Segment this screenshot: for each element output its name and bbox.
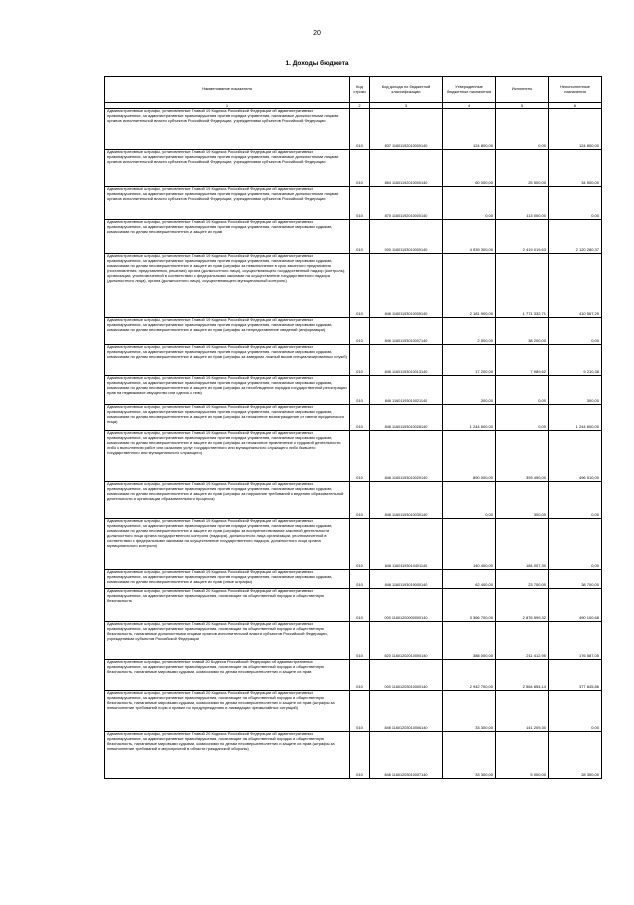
table-body <box>105 109 602 779</box>
header-line-code: Код строки <box>350 77 370 103</box>
table-row <box>105 732 602 779</box>
row-approved: 4 539 300,00 <box>443 220 496 254</box>
header-executed: Исполнено <box>496 77 549 103</box>
table-row <box>105 220 602 254</box>
row-income-code: 846 11601193010005140 <box>370 254 443 318</box>
row-income-code: 846 11601193010021140 <box>370 376 443 405</box>
row-unexecuted: 2 120 280,37 <box>549 220 602 254</box>
row-income-code: 000 11601193010000140 <box>370 220 443 254</box>
row-unexecuted: 490 100,68 <box>549 589 602 622</box>
row-unexecuted: 0,00 <box>549 691 602 732</box>
row-income-code: 837 11601192010000140 <box>370 109 443 150</box>
row-income-code: 846 11601193010030140 <box>370 482 443 519</box>
table-row <box>105 519 602 570</box>
row-approved: 140 400,00 <box>443 519 496 570</box>
row-executed: 184 007,30 <box>496 519 549 570</box>
row-name: Административные штрафы, установленные Главой 19 Кодекса Российской Федерации об административных правонарушениях, за административные правонарушения против порядка управления, налагаемые мировыми судьями, комиссиями по делам несовершеннолетних и защите их прав (штрафы за непредставление сведений (информации) <box>105 318 350 345</box>
row-unexecuted: 34 500,00 <box>549 150 602 187</box>
table-row <box>105 109 602 150</box>
row-executed: 25 500,00 <box>496 150 549 187</box>
column-number: 1 <box>105 103 350 109</box>
row-approved: 17 200,00 <box>443 345 496 376</box>
row-executed: 38 200,00 <box>496 318 549 345</box>
table-row <box>105 150 602 187</box>
row-approved: 2 942 700,00 <box>443 660 496 691</box>
row-name: Административные штрафы, установленные Главой 20 Кодекса Российской Федерации об административных правонарушениях, за административные правонарушения, посягающие на общественный порядок и общественную безопасность <box>105 589 350 622</box>
row-unexecuted: 0,00 <box>549 482 602 519</box>
row-name: Административные штрафы, установленные Главой 19 Кодекса Российской Федерации об административных правонарушениях, за административные правонарушения против порядка управления, налагаемые должностными лицами органов исполнительной власти субъектов Российской Федерации, учреждениями субъектов Российской Федерации <box>105 150 350 187</box>
row-name: Административные штрафы, установленные Главой 19 Кодекса Российской Федерации об административных правонарушениях, за административные правонарушения против порядка управления, налагаемые мировыми судьями, комиссиями по делам несовершеннолетних и защите их прав (штрафы за незаконное привлечение к трудовой деятельности либо к выполнению работ или оказанию услуг государственного или муниципального служащего либо бывшего государственного или муниципального служащего) <box>105 431 350 482</box>
row-income-code: 000 11601203010000140 <box>370 660 443 691</box>
row-approved: 300,00 <box>443 376 496 405</box>
row-line-code: 010 <box>350 622 370 660</box>
row-approved: 62 400,00 <box>443 570 496 589</box>
row-line-code: 010 <box>350 732 370 779</box>
header-approved: Утвержденные бюджетные назначения <box>443 77 496 103</box>
row-unexecuted: 496 510,00 <box>549 431 602 482</box>
column-number: 6 <box>549 103 602 109</box>
row-executed: 0,00 <box>496 376 549 405</box>
row-executed: 0,00 <box>496 405 549 431</box>
table-row <box>105 622 602 660</box>
row-approved: 33 300,00 <box>443 732 496 779</box>
row-unexecuted: 9 210,38 <box>549 345 602 376</box>
row-name: Административные штрафы, установленные Главой 19 Кодекса Российской Федерации об административных правонарушениях, за административные правонарушения против порядка управления, налагаемые мировыми судьями, комиссиями по делам несовершеннолетних и защите их прав (штрафы за воспрепятствование законной деятельности должностного лица органа государственного контроля (надзора), должностного лица организации, уполномоченной в соответствии с федеральными законами на осуществление государственного надзора, должностного лица органа муниципального контроля) <box>105 519 350 570</box>
row-executed: 300,00 <box>496 482 549 519</box>
row-executed: 7 989,62 <box>496 345 549 376</box>
row-line-code: 010 <box>350 589 370 622</box>
row-executed: 393 490,00 <box>496 431 549 482</box>
header-unexecuted: Неисполненные назначения <box>549 77 602 103</box>
row-unexecuted: 0,00 <box>549 187 602 220</box>
table-row <box>105 589 602 622</box>
row-line-code: 010 <box>350 187 370 220</box>
row-line-code: 010 <box>350 109 370 150</box>
row-income-code: 846 11601193010028140 <box>370 405 443 431</box>
income-table <box>104 76 602 779</box>
table-row <box>105 660 602 691</box>
row-unexecuted: 300,00 <box>549 376 602 405</box>
row-line-code: 010 <box>350 254 370 318</box>
row-unexecuted: 176 587,05 <box>549 622 602 660</box>
row-approved: 2 181 900,00 <box>443 254 496 318</box>
table-row <box>105 254 602 318</box>
row-name: Административные штрафы, установленные Главой 20 Кодекса Российской Федерации об административных правонарушениях, за административные правонарушения, посягающие на общественный порядок и общественную безопасность, налагаемые мировыми судьями, комиссиями по делам несовершеннолетних и защите их прав (штрафы за невыполнение требований норм и правил по предупреждению и ликвидации чрезвычайных ситуаций) <box>105 691 350 732</box>
row-name: Административные штрафы, установленные Главой 19 Кодекса Российской Федерации об административных правонарушениях, за административные правонарушения против порядка управления, налагаемые мировыми судьями, комиссиями по делам несовершеннолетних и защите их прав (штрафы за незаконное вознаграждение от имени юридического лица) <box>105 405 350 431</box>
row-executed: 2 419 019,63 <box>496 220 549 254</box>
row-unexecuted: 0,00 <box>549 318 602 345</box>
page-number: 20 <box>313 30 321 37</box>
row-name: Административные штрафы, установленные Главой 19 Кодекса Российской Федерации об административных правонарушениях, за административные правонарушения против порядка управления, налагаемые мировыми судьями, комиссиями по делам несовершеннолетних и защите их прав (иные штрафы) <box>105 570 350 589</box>
row-executed: 23 700,00 <box>496 570 549 589</box>
row-name: Административные штрафы, установленные Главой 19 Кодекса Российской Федерации об административных правонарушениях, за административные правонарушения против порядка управления, налагаемые мировыми судьями, комиссиями по делам несовершеннолетних и защите их прав (штрафы за несоблюдение порядка государственной регистрации прав на недвижимое имущество или сделок с ним) <box>105 376 350 405</box>
row-approved: 124 800,00 <box>443 109 496 150</box>
header-name: Наименование показателя <box>105 77 350 103</box>
row-approved: 388 000,00 <box>443 622 496 660</box>
row-executed: 141 209,30 <box>496 691 549 732</box>
row-unexecuted: 377 845,86 <box>549 660 602 691</box>
table-row <box>105 318 602 345</box>
row-line-code: 010 <box>350 150 370 187</box>
row-income-code: 846 11601193019000140 <box>370 570 443 589</box>
row-name: Административные штрафы, установленные Главой 19 Кодекса Российской Федерации об административных правонарушениях, за административные правонарушения против порядка управления, налагаемые должностными лицами органов исполнительной власти субъектов Российской Федерации, учреждениями субъектов Российской Федерации <box>105 187 350 220</box>
row-approved: 3 366 700,00 <box>443 589 496 622</box>
row-income-code: 846 11601193010029140 <box>370 431 443 482</box>
row-unexecuted: 124 800,00 <box>549 109 602 150</box>
table-row <box>105 570 602 589</box>
row-name: Административные штрафы, установленные главой 20 Кодекса Российской Федерации об административных правонарушениях, за административные правонарушения, посягающие на общественный порядок и общественную безопасность, налагаемые мировыми судьями, комиссиями по делам несовершеннолетних и защите их прав <box>105 660 350 691</box>
row-approved: 33 300,00 <box>443 691 496 732</box>
row-income-code: 870 11601192010000140 <box>370 187 443 220</box>
row-executed: 2 876 599,32 <box>496 589 549 622</box>
row-executed: 1 771 332,71 <box>496 254 549 318</box>
table-row <box>105 691 602 732</box>
row-line-code: 010 <box>350 691 370 732</box>
row-income-code: 846 11601193010401140 <box>370 519 443 570</box>
column-number: 3 <box>370 103 443 109</box>
column-number: 2 <box>350 103 370 109</box>
row-income-code: 846 11601193010013140 <box>370 345 443 376</box>
row-line-code: 010 <box>350 220 370 254</box>
row-line-code: 010 <box>350 431 370 482</box>
row-approved: 2 500,00 <box>443 318 496 345</box>
row-income-code: 846 11601203010007140 <box>370 732 443 779</box>
row-unexecuted: 1 244 600,00 <box>549 405 602 431</box>
table-row <box>105 376 602 405</box>
row-line-code: 010 <box>350 660 370 691</box>
row-line-code: 010 <box>350 519 370 570</box>
row-executed: 5 000,00 <box>496 732 549 779</box>
row-line-code: 010 <box>350 318 370 345</box>
row-approved: 1 244 600,00 <box>443 405 496 431</box>
row-name: Административные штрафы, установленные Главой 19 Кодекса Российской Федерации об административных правонарушениях, за административные правонарушения против порядка управления, налагаемые должностными лицами органов исполнительной власти субъектов Российской Федерации, учреждениями субъектов Российской Федерации <box>105 109 350 150</box>
row-income-code: 820 11601202010000140 <box>370 622 443 660</box>
row-executed: 0,00 <box>496 109 549 150</box>
row-executed: 2 564 854,14 <box>496 660 549 691</box>
header-income-code: Код дохода по бюджетной классификации <box>370 77 443 103</box>
row-executed: 113 000,00 <box>496 187 549 220</box>
table-row <box>105 405 602 431</box>
row-income-code: 846 11601203010006140 <box>370 691 443 732</box>
row-line-code: 010 <box>350 345 370 376</box>
row-executed: 211 412,95 <box>496 622 549 660</box>
row-unexecuted: 38 700,00 <box>549 570 602 589</box>
row-unexecuted: 28 300,00 <box>549 732 602 779</box>
row-approved: 0,00 <box>443 187 496 220</box>
row-approved: 0,00 <box>443 482 496 519</box>
table-row <box>105 345 602 376</box>
row-unexecuted: 410 567,29 <box>549 254 602 318</box>
section-title: 1. Доходы бюджета <box>285 60 349 67</box>
table-row <box>105 431 602 482</box>
row-unexecuted: 0,00 <box>549 519 602 570</box>
table-row <box>105 187 602 220</box>
row-income-code: 846 11601193010007140 <box>370 318 443 345</box>
column-number: 5 <box>496 103 549 109</box>
row-line-code: 010 <box>350 482 370 519</box>
header-row <box>105 77 602 103</box>
row-name: Административные штрафы, установленные Главой 19 Кодекса Российской Федерации об административных правонарушениях, за административные правонарушения против порядка управления, налагаемые мировыми судьями, комиссиями по делам несовершеннолетних и защите их прав (штрафы за невыполнение в срок законного предписания (постановления, представления, решения) органа (должностного лица), осуществляющего государственный надзор (контроль), организации, уполномоченной в соответствии с федеральными законами на осуществление государственного надзора (должностного лица), органа (должностного лица), осуществляющего муниципальный контроль) <box>105 254 350 318</box>
row-income-code: 864 11601192010000140 <box>370 150 443 187</box>
row-approved: 890 000,00 <box>443 431 496 482</box>
row-name: Административные штрафы, установленные Главой 20 Кодекса Российской Федерации об административных правонарушениях, за административные правонарушения, посягающие на общественный порядок и общественную безопасность, налагаемые мировыми судьями, комиссиями по делам несовершеннолетних и защите их прав (штрафы за невыполнение требований и мероприятий в области гражданской обороны) <box>105 732 350 779</box>
row-name: Административные штрафы, установленные Главой 19 Кодекса Российской Федерации об административных правонарушениях, за административные правонарушения против порядка управления, налагаемые мировыми судьями, комиссиями по делам несовершеннолетних и защите их прав (штрафы за нарушение требований к ведению образовательной деятельности и организации образовательного процесса) <box>105 482 350 519</box>
row-line-code: 010 <box>350 405 370 431</box>
row-name: Административные штрафы, установленные Главой 19 Кодекса Российской Федерации об административных правонарушениях, за административные правонарушения против порядка управления, налагаемые мировыми судьями, комиссиями по делам несовершеннолетних и защите их прав <box>105 220 350 254</box>
column-number: 4 <box>443 103 496 109</box>
row-income-code: 000 11601200000000140 <box>370 589 443 622</box>
row-name: Административные штрафы, установленные Главой 19 Кодекса Российской Федерации об административных правонарушениях, за административные правонарушения против порядка управления, налагаемые мировыми судьями, комиссиями по делам несовершеннолетних и защите их прав (штрафы за заведомо ложный вызов специализированных служб) <box>105 345 350 376</box>
row-approved: 60 000,00 <box>443 150 496 187</box>
row-line-code: 010 <box>350 570 370 589</box>
row-name: Административные штрафы, установленные Главой 20 Кодекса Российской Федерации об административных правонарушениях, за административные правонарушения, посягающие на общественный порядок и общественную безопасность, налагаемые должностными лицами органов исполнительной власти субъектов Российской Федерации, учреждениями субъектов Российской Федерации <box>105 622 350 660</box>
table-row <box>105 482 602 519</box>
row-line-code: 010 <box>350 376 370 405</box>
